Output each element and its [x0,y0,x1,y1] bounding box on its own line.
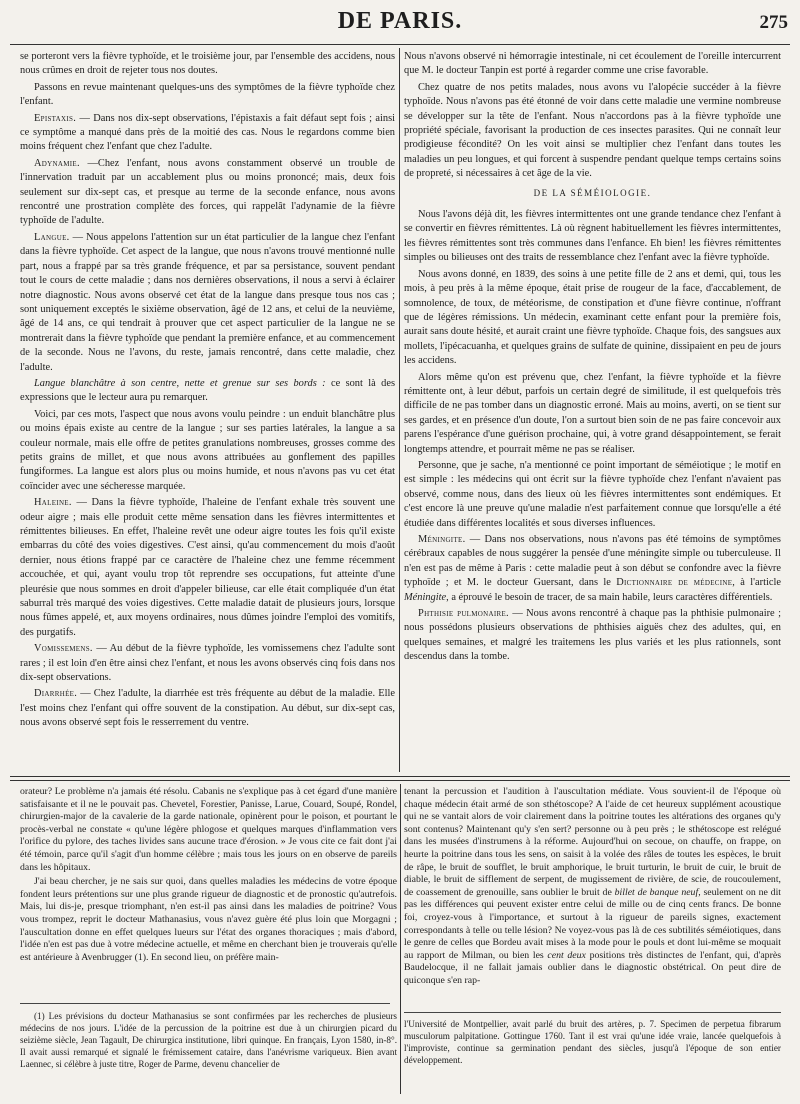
paragraph: J'ai beau chercher, je ne sais sur quoi, dans quelles maladies les médecins de votre époque fondent leurs prétentions sur une plus grande rigueur de diagnostic et de pronostic qu'autrefois. Mais, lui dis-je, presque triomphant, n'en est-il pas ainsi dans les maladies de poitrine? Vous vous trompez, reprit le docteur Mathanasius, vous n'avez guère été plus loin que Morgagni ; l'auscultation donne en effet quelques lueurs sur l'état des organes thoraciques ; mais d'abord, l'idée n'en est pas due à votre médecine actuelle, et même en cherchant bien je trouverais qu'elle est antérieure à Avenbrugger (1). En second lieu, on préfère main- [20,876,397,963]
paragraph-text: — Chez l'adulte, la diarrhée est très fréquente au début de la maladie. Elle l'est moins chez l'enfant qui offre souvent de la constipation. Au début, sur dix-sept cas, nous avons observé sept fois le resserrement du ventre. [20,688,395,729]
haleine-paragraph [20,496,395,640]
left-column [20,50,395,772]
paragraph: Passons en revue maintenant quelques-uns des symptômes de la fièvre typhoïde chez l'enfant. [20,81,395,108]
footnote-rule [20,1003,390,1004]
paragraph-text: , seulement on ne dit pas les différences qui peuvent exister entre celui de mille ou de cinq cents francs. De bonne foi, croyez-vous à l'importance, et surtout à la rigueur de pareils signes, exactement correspondants à telle ou telle lésion? Ne voyez-vous pas là de ces subtilités séméiotiques, dans le genre de celles que Bordeu avait mises à la mode pour le pouls et dont lui-même se moquait au rapport de Milman, ou bien les [404,886,781,961]
paragraph-text: ce sont là des expressions que le lecteur aura pu remarquer. [20,377,395,404]
langue-paragraph [20,231,395,375]
paragraph-text: , a éprouvé le besoin de tracer, de sa main habile, leurs caractères différentiels. [446,591,773,603]
page-number: 275 [759,12,788,33]
paragraph: Nous l'avons déjà dit, les fièvres intermittentes ont une grande tendance chez l'enfant à se convertir en fièvres rémittentes. Là où règnent habituellement les fièvres intermittentes, les fièvres rémittentes sont très communes dans l'enfance. Eh bien! les fièvres rémittentes simples ou bilieuses ont des traits de ressemblance chez l'enfant avec la fièvre typhoïde. [404,209,781,264]
header-rule [10,44,790,45]
rubric-haleine: Haleine. [34,497,72,509]
footnote-text: (1) Les prévisions du docteur Mathanasius se sont confirmées par les recherches de plusieurs médecins de nos jours. L'idée de la percussion de la poitrine est due à un chirurgien picard du seizième siècle, Jean Tagault, De chirurgica institutione, libri quinque. En français, Lyon 1580, in-8°. Il avait aussi remarqué et signalé le frémissement cataire, dans l'anévrisme variqueux. Bien avant Laennec, si célèbre à juste titre, Roger de Parme, devenu chancelier de [20,1011,397,1069]
section-divider [10,776,790,781]
vomissemens-paragraph [20,642,395,685]
rubric-epistaxis: Epistaxis. [34,112,77,124]
italic-term: billet de banque neuf [614,886,699,898]
phthisie-paragraph [404,607,781,665]
rubric-phthisie: Phthisie pulmonaire. [418,608,509,620]
page-header [0,0,800,36]
paragraph: orateur? Le problème n'a jamais été résolu. Cabanis ne s'explique pas à cet égard d'une manière satisfaisante et il ne le pouvait pas. Chevetel, Forestier, Panisse, Larue, Couard, Soupé, Rondel, chirurgien-major de la cavalerie de la garde nationale, opinèrent pour le poison, et pourtant le procès-verbal ne constate « qu'une légère phlogose et quelques marques d'inflammation vers l'orifice du pylore, des taches livides sans aucune trace d'érosion. » Je vous cite ce fait dont j'ai été témoin, parce qu'il s'agit d'un homme célèbre ; mais tous les jours on en observe de pareils dans les hôpitaux. [20,786,397,873]
section-heading: DE LA SÉMÉIOLOGIE. [533,187,652,198]
rubric-meningite: Méningite. [418,534,466,545]
paragraph: Nous n'avons observé ni hémorragie intestinale, ni cet écoulement de l'oreille intercurrent que M. le docteur Tanpin est porté à regarder comme une crise favorable. [404,51,781,77]
italic-quote: Langue blanchâtre à son centre, nette et grenue sur ses bords : [34,377,326,389]
rubric-adynamie: Adynamie. [34,157,80,169]
paragraph-text: —Chez l'enfant, nous avons constamment observé un trouble de l'innervation traduit par un accablement plus ou moins prononcé; mais, deux fois seulement sur dix-sept cas, et presque au terme de la seconde enfance, nous avons rencontré une prostration complète des forces, qui rappelât l'adynamie de la fièvre typhoïde de l'adulte. [20,157,395,227]
diarrhee-paragraph [20,687,395,730]
paragraph-text: positions très distinctes de l'enfant, qui, d'après Baudelocque, il ne fallait jamais oublier dans le diagnostic obstétrical. On peut dire de quiconque s'en rap- [404,949,781,986]
page-title: DE PARIS. [337,8,463,34]
footnote-left [20,1010,397,1100]
italic-term: Méningite [404,591,447,603]
paragraph: Nous avons donné, en 1839, des soins à une petite fille de 2 ans et demi, qui, tous les mois, à peu près à la même époque, était prise de rougeur de la face, d'accablement, de somnolence, de toux, de météorisme, de constipation et d'une fièvre continue, n'offrant que de légères rémissions. Un médecin, examinant cette enfant pour la première fois, aurait sans doute hésité, et aurait craint une fièvre typhoïde. Chaque fois, des sangsues aux mollets, l'ipécacuanha, et quelques grains de sulfate de quinine, dissipaient en peu de jours les accidens. [404,268,781,367]
langue-italic-paragraph [20,377,395,406]
paragraph: Personne, que je sache, n'a mentionné ce point important de séméiotique ; le motif en est simple : les médecins qui ont écrit sur la fièvre typhoïde chez l'enfant n'avaient pas observé, comme nous, dans des lieux où les fièvres intermittentes sont endémiques. Et c'est encore là une preuve qu'une maladie n'est parfaitement connue que lorsqu'elle a été étudiée dans différentes localités et sous diverses influences. [404,459,781,529]
paragraph-text: tenant la percussion et l'audition à l'auscultation médiate. Vous souvient-il de l'époque où chaque médecin était armé de son sthétoscope? A l'aide de cet heureux supplément acoustique qui ne se vantait alors de voir clairement dans la poitrine toutes les altérations des organes qu'y sont contenus? Maintenant qu'y s'en sert? personne ou à peu près ; le sthétoscope est relégué dans les musées d'instrumens à la réforme. Aujourd'hui on secoue, on chauffe, on frappe, on heurte la poitrine dans tous les sens, on saisit à la volée des râles de toutes les espèces, le bruit de râpe, le bruit de soufflet, le bruit amphorique, le bruit turturin, le bruit de cuir, le bruit de diable, le bruit de sifflement de serpent, de mugissement de rivière, de scie, de roucoulement, de coassement de grenouille, sans oublier le bruit de [404,786,781,898]
paragraph-text: — Nous appelons l'attention sur un état particulier de la langue chez l'enfant dans la fièvre typhoïde. Cet aspect de la langue, que nous n'avons trouvé mentionné nulle part, nous a frappé par sa très grande fréquence, et par sa persistance, souvent pendant tout le cours de cette maladie ; dans nos dernières observations, il nous a servi à éclairer notre diagnostic. Nous avons observé cet état de la langue dans presque tous nos cas ; sont uniquement exceptés le sixième observation, âgé de 12 ans, et celui de la neuvième, âgé de 14 ans, ce qui tendrait à prouver que cet aspect particulier de la langue ne se montrerait dans la fièvre typhoïde que pendant la première enfance, et au commencement de la seconde. Nous ne l'avons, du reste, jamais rencontré, dans cette maladie, chez l'adulte. [20,231,395,373]
column-divider [399,48,400,772]
rubric-vomissemens: Vomissemens. [34,643,93,655]
footnote-text: l'Université de Montpellier, avait parlé du bruit des artères, p. 7. Specimen de perpetua fibrarum musculorum palpitatione. Gottingue 1760. Tant il est vrai qu'une idée vraie, lancée quelquefois à l'improviste, continue sa germination pendant des siècles, jusqu'à l'époque de son entier développement. [404,1019,781,1065]
epistaxis-paragraph [20,112,395,155]
rubric-langue: Langue. [34,231,70,243]
lower-column-divider [400,784,401,1094]
book-title: Dictionnaire de médecine [616,577,733,589]
paragraph [404,786,781,988]
rubric-diarrhee: Diarrhée. [34,688,78,700]
lower-right-column [404,786,781,1008]
paragraph-text: — Nous avons rencontré à chaque pas la phthisie pulmonaire ; nous possédons plusieurs observations de phthisies aiguës chez des adultes, qui, en quelques semaines, et malgré les traitemens les plus variés et les plus rationnels, sont descendus dans la tombe. [404,608,781,663]
paragraph-text: — Au début de la fièvre typhoïde, les vomissemens chez l'adulte sont rares ; il est loin d'en être ainsi chez l'enfant, et nous les avons observés cinq fois dans nos dix-sept observations. [20,643,395,684]
paragraph-text: — Dans nos observations, nous n'avons pas été témoins de symptômes cérébraux capables de nous suggérer la pensée d'une méningite simple ou tuberculeuse. Il n'en est pas de même à Paris : cette maladie peut à son début se confondre avec la fièvre typhoïde ; et M. le docteur Guersant, dans le [404,534,781,589]
paragraph-text: — Dans nos dix-sept observations, l'épistaxis a fait défaut sept fois ; ainsi ce symptôme a manqué dans près de la moitié des cas. Nous le regardons comme bien moins fréquent chez l'enfant que chez l'adulte. [20,112,395,153]
footnote-right [404,1018,781,1100]
meningite-paragraph [404,533,781,605]
paragraph: Alors même qu'on est prévenu que, chez l'enfant, la fièvre typhoïde et la fièvre rémittente ont, à leur début, parfois un certain degré de similitude, il est quelquefois très difficile de ne pas tomber dans un diagnostic erroné. Mais au moins, averti, on se tient sur ses gardes, et en présence d'un doute, l'on a surtout bien soin de ne pas faire concevoir aux parens l'espérance d'une guérison prochaine, qui, à votre grand désappointement, se ferait longtemps attendre, et pourrait même ne pas se réaliser. [404,371,781,455]
paragraph: Chez quatre de nos petits malades, nous avons vu l'alopécie succéder à la fièvre typhoïde. Nous n'avons pas été étonné de voir dans cette maladie une vermine nombreuse se développer sur la tête de l'enfant. Nous n'accordons pas à la fièvre typhoïde une propriété spéciale, favorisant la production de ces insectes parasites. Qui ne connaît leur prodigieuse fécondité? On les voit ainsi se multiplier chez l'enfant dans toutes les maladies un peu longues, et qui forcent à suspendre pendant quelque temps certains soins de propreté, si nécessaires à cet âge de la vie. [404,81,781,180]
paragraph-text: — Dans la fièvre typhoïde, l'haleine de l'enfant exhale très souvent une odeur aigre ; mais elle produit cette même sensation dans les fièvres intermittentes et rémittentes bilieuses. En effet, l'haleine revêt une odeur aigre toutes les fois qu'il existe embarras du côté des voies digestives. C'est ainsi, qu'au commencement du mois d'août dernier, nous étions frappé par ce caractère de l'haleine chez une femme récemment accouchée, et qui, ayant voulu trop tôt reprendre ses occupations, fut atteinte d'une pleurésie que nous sommes en droit d'appeler bilieuse, car elle était compliquée d'un état saburral très marqué des voies digestives. Cette maladie datait de plusieurs jours, lorsque nous fûmes appelé, et, aux moyens ordinaires, nous dûmes joindre l'emploi des vomitifs, des purgatifs. [20,497,395,638]
footnote-rule-right [404,1012,781,1013]
italic-term: cent deux [547,949,586,961]
paragraph-text: , à l'article [732,577,781,589]
adynamie-paragraph [20,157,395,229]
paragraph: Voici, par ces mots, l'aspect que nous avons voulu peindre : un enduit blanchâtre plus ou moins épais existe au centre de la langue ; sur ses parties latérales, la langue a sa couleur normale, mais elle offre de petites granulations nombreuses, grosses comme des petits grains de millet, et que nous avons attribuées au gonflement des papilles fungiformes. La langue est alors plus ou moins humide, et nous n'avons pas vu cet état coïncider avec une sécheresse marquée. [20,408,395,492]
right-column [404,50,781,772]
lower-left-column [20,786,397,996]
paragraph: se porteront vers la fièvre typhoïde, et le troisième jour, par l'ensemble des accidens, nous nous crûmes en droit de rejeter tous nos doutes. [20,51,395,77]
